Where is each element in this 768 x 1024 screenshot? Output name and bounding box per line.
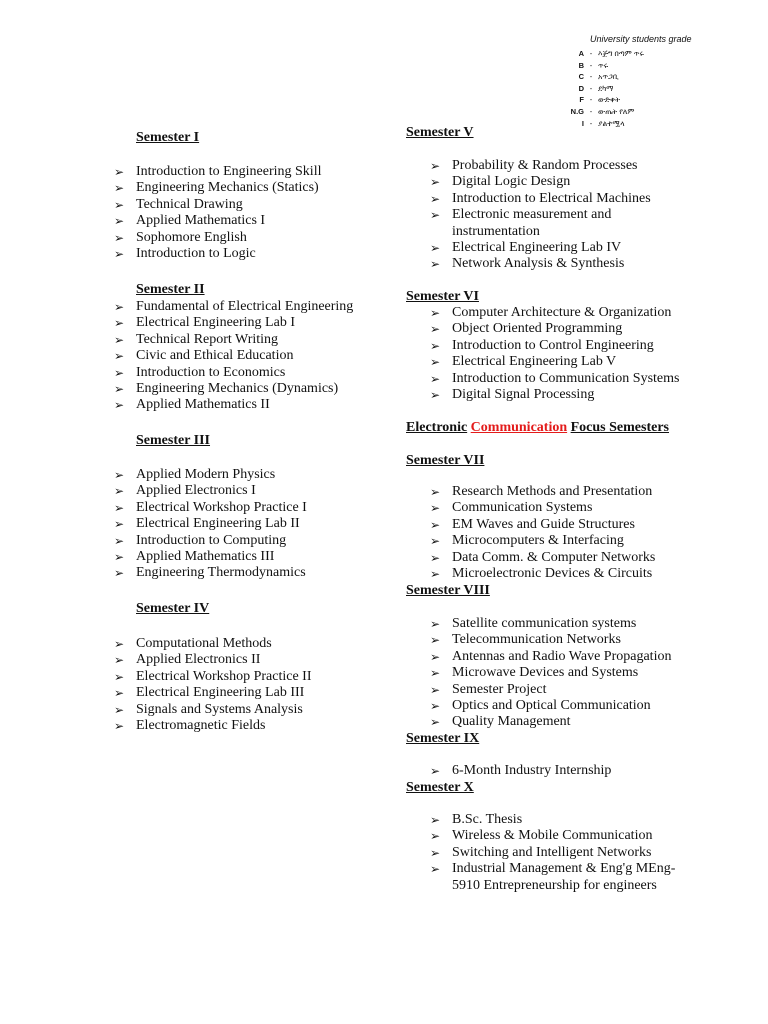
semester-heading: Semester IX <box>406 731 480 746</box>
list-item: ➢ Electronic measurement and instrumentation <box>430 207 612 239</box>
grade-meaning: ጥሩ <box>598 60 608 70</box>
grade-letter: I <box>581 118 584 128</box>
course-list <box>112 467 307 582</box>
list-item: ➢ Industrial Management & Eng'g MEng-5910 Entrepreneurship for engineers <box>430 861 676 893</box>
bullet-arrow-icon: ➢ <box>430 241 441 256</box>
bullet-arrow-icon: ➢ <box>430 501 441 516</box>
bullet-arrow-icon: ➢ <box>430 649 441 664</box>
bullet-arrow-icon: ➢ <box>430 322 441 337</box>
course-list <box>428 484 655 582</box>
list-item: ➢ Probability & Random Processes <box>430 158 638 173</box>
course-list <box>428 763 611 779</box>
grade-meaning: ውጤት የለም <box>598 106 635 116</box>
focus-heading-accent: Communication <box>470 420 568 435</box>
semester-heading: Semester X <box>406 780 474 795</box>
list-item: ➢ Sophomore English <box>114 229 247 245</box>
list-item: ➢ Electrical Engineering Lab V <box>430 354 617 370</box>
bullet-arrow-icon: ➢ <box>114 500 125 515</box>
bullet-arrow-icon: ➢ <box>430 306 441 320</box>
list-item: ➢ Signals and Systems Analysis <box>114 701 303 717</box>
bullet-arrow-icon: ➢ <box>430 699 441 714</box>
grade-row: F - ውድቀት <box>566 94 736 106</box>
list-item: ➢ Introduction to Logic <box>114 246 256 262</box>
semester-heading: Semester V <box>406 125 474 140</box>
list-item: ➢ Introduction to Computing <box>114 532 287 548</box>
focus-semesters-heading <box>406 420 669 436</box>
bullet-arrow-icon: ➢ <box>430 862 441 877</box>
bullet-arrow-icon: ➢ <box>430 666 441 681</box>
bullet-arrow-icon: ➢ <box>114 365 125 380</box>
course-list <box>428 616 671 731</box>
bullet-arrow-icon: ➢ <box>114 247 125 262</box>
list-item: ➢ Electrical Engineering Lab III <box>114 685 305 701</box>
list-item: ➢ Applied Mathematics II <box>114 397 270 413</box>
bullet-arrow-icon: ➢ <box>114 517 125 532</box>
list-item: ➢ Switching and Intelligent Networks <box>430 844 652 860</box>
grade-meaning: አጥጋቢ <box>598 72 619 82</box>
semester-heading: Semester IV <box>136 601 210 616</box>
bullet-arrow-icon: ➢ <box>430 159 441 173</box>
list-item: ➢ Applied Mathematics III <box>114 549 275 565</box>
bullet-arrow-icon: ➢ <box>114 398 125 413</box>
bullet-arrow-icon: ➢ <box>114 702 125 717</box>
bullet-arrow-icon: ➢ <box>114 719 125 734</box>
bullet-arrow-icon: ➢ <box>430 829 441 844</box>
list-item: ➢ Applied Electronics II <box>114 652 261 668</box>
list-item: ➢ Semester Project <box>430 681 547 697</box>
list-item: ➢ Civic and Ethical Education <box>114 348 294 364</box>
grade-letter: F <box>579 95 584 105</box>
list-item: ➢ Antennas and Radio Wave Propagation <box>430 648 672 664</box>
bullet-arrow-icon: ➢ <box>430 338 441 353</box>
bullet-arrow-icon: ➢ <box>430 534 441 549</box>
grade-row: B - ጥሩ <box>566 60 736 72</box>
grade-letter: D <box>578 83 584 93</box>
list-item: ➢ Applied Modern Physics <box>114 467 276 482</box>
list-item: ➢ Applied Electronics I <box>114 483 256 499</box>
list-item: ➢ Electromagnetic Fields <box>114 718 266 734</box>
grade-letter: N.G <box>570 106 584 116</box>
grade-row: A - እጅግ በጣም ጥሩ <box>566 48 736 60</box>
bullet-arrow-icon: ➢ <box>114 214 125 229</box>
course-list <box>112 636 312 734</box>
list-item: ➢ Digital Signal Processing <box>430 387 595 403</box>
semester-heading: Semester I <box>136 130 200 145</box>
grade-row: I - ያልተሟላ <box>566 118 736 130</box>
list-item: ➢ Research Methods and Presentation <box>430 484 653 499</box>
bullet-arrow-icon: ➢ <box>430 617 441 631</box>
bullet-arrow-icon: ➢ <box>430 388 441 403</box>
bullet-arrow-icon: ➢ <box>430 764 441 778</box>
bullet-arrow-icon: ➢ <box>114 637 125 651</box>
bullet-arrow-icon: ➢ <box>430 517 441 532</box>
list-item: ➢ Wireless & Mobile Communication <box>430 828 653 844</box>
list-item: ➢ Telecommunication Networks <box>430 632 621 648</box>
list-item: ➢ Satellite communication systems <box>430 616 637 631</box>
focus-heading-prefix: Electronic <box>406 420 468 435</box>
list-item: ➢ Introduction to Communication Systems <box>430 370 680 386</box>
list-item: ➢ Technical Report Writing <box>114 331 279 347</box>
grade-meaning: ያልተሟላ <box>598 118 625 128</box>
course-list <box>112 299 353 414</box>
grade-meaning: ውድቀት <box>598 95 621 105</box>
bullet-arrow-icon: ➢ <box>114 300 125 314</box>
list-item: ➢ Optics and Optical Communication <box>430 698 651 714</box>
bullet-arrow-icon: ➢ <box>114 566 125 581</box>
bullet-arrow-icon: ➢ <box>430 567 441 582</box>
list-item: ➢ Communication Systems <box>430 500 593 516</box>
grade-letter: B <box>578 60 584 70</box>
course-list <box>428 812 688 894</box>
course-list <box>428 158 688 273</box>
list-item: ➢ Data Comm. & Computer Networks <box>430 549 656 565</box>
bullet-arrow-icon: ➢ <box>114 550 125 565</box>
list-item: ➢ EM Waves and Guide Structures <box>430 516 635 532</box>
bullet-arrow-icon: ➢ <box>114 230 125 245</box>
list-item: ➢ Electrical Workshop Practice I <box>114 499 307 515</box>
bullet-arrow-icon: ➢ <box>430 257 441 272</box>
list-item: ➢ Engineering Mechanics (Statics) <box>114 180 319 196</box>
grade-row: D - ደካማ <box>566 83 736 95</box>
bullet-arrow-icon: ➢ <box>430 682 441 697</box>
bullet-arrow-icon: ➢ <box>430 485 441 499</box>
list-item: ➢ Introduction to Control Engineering <box>430 337 654 353</box>
list-item: ➢ Electrical Workshop Practice II <box>114 668 312 684</box>
bullet-arrow-icon: ➢ <box>430 845 441 860</box>
semester-heading: Semester VII <box>406 453 485 468</box>
list-item: ➢ Electrical Engineering Lab I <box>114 315 295 331</box>
bullet-arrow-icon: ➢ <box>114 382 125 397</box>
grade-row: N.G - ውጤት የለም <box>566 106 736 118</box>
bullet-arrow-icon: ➢ <box>114 181 125 196</box>
list-item: ➢ Technical Drawing <box>114 196 243 212</box>
focus-heading-suffix: Focus Semesters <box>570 420 669 435</box>
grade-row: C - አጥጋቢ <box>566 71 736 83</box>
bullet-arrow-icon: ➢ <box>430 813 441 827</box>
list-item: ➢ Computer Architecture & Organization <box>430 305 672 320</box>
list-item: ➢ B.Sc. Thesis <box>430 812 523 827</box>
bullet-arrow-icon: ➢ <box>114 686 125 701</box>
semester-heading: Semester III <box>136 433 211 448</box>
course-list <box>428 305 680 403</box>
grade-meaning: ደካማ <box>598 83 614 93</box>
semester-heading: Semester VIII <box>406 583 490 598</box>
bullet-arrow-icon: ➢ <box>430 355 441 370</box>
list-item: ➢ Applied Mathematics I <box>114 213 266 229</box>
bullet-arrow-icon: ➢ <box>114 533 125 548</box>
bullet-arrow-icon: ➢ <box>114 165 125 179</box>
list-item: ➢ Introduction to Economics <box>114 364 286 380</box>
list-item: ➢ Microwave Devices and Systems <box>430 665 639 681</box>
bullet-arrow-icon: ➢ <box>430 175 441 190</box>
list-item: ➢ Fundamental of Electrical Engineering <box>114 299 354 314</box>
list-item: ➢ Network Analysis & Synthesis <box>430 256 625 272</box>
list-item: ➢ Computational Methods <box>114 636 272 651</box>
bullet-arrow-icon: ➢ <box>114 197 125 212</box>
bullet-arrow-icon: ➢ <box>114 316 125 331</box>
bullet-arrow-icon: ➢ <box>114 468 125 482</box>
bullet-arrow-icon: ➢ <box>430 715 441 730</box>
grade-legend <box>566 34 736 129</box>
list-item: ➢ Electrical Engineering Lab II <box>114 516 300 532</box>
grade-letter: A <box>578 49 584 58</box>
list-item: ➢ Electrical Engineering Lab IV <box>430 240 622 256</box>
grade-legend-title: University students grade <box>590 34 692 44</box>
grade-letter: C <box>578 72 584 82</box>
semester-heading: Semester II <box>136 282 205 297</box>
bullet-arrow-icon: ➢ <box>114 484 125 499</box>
bullet-arrow-icon: ➢ <box>430 633 441 648</box>
list-item: ➢ Engineering Thermodynamics <box>114 565 306 581</box>
bullet-arrow-icon: ➢ <box>430 208 441 223</box>
list-item: ➢ Object Oriented Programming <box>430 321 623 337</box>
bullet-arrow-icon: ➢ <box>114 332 125 347</box>
bullet-arrow-icon: ➢ <box>114 349 125 364</box>
list-item: ➢ Engineering Mechanics (Dynamics) <box>114 381 339 397</box>
list-item: ➢ 6-Month Industry Internship <box>430 763 612 778</box>
list-item: ➢ Introduction to Electrical Machines <box>430 190 651 206</box>
list-item: ➢ Microcomputers & Interfacing <box>430 533 624 549</box>
list-item: ➢ Microelectronic Devices & Circuits <box>430 566 653 582</box>
bullet-arrow-icon: ➢ <box>430 371 441 386</box>
bullet-arrow-icon: ➢ <box>114 669 125 684</box>
bullet-arrow-icon: ➢ <box>114 653 125 668</box>
course-list <box>112 164 321 262</box>
bullet-arrow-icon: ➢ <box>430 550 441 565</box>
bullet-arrow-icon: ➢ <box>430 191 441 206</box>
grade-meaning: እጅግ በጣም ጥሩ <box>598 49 644 58</box>
list-item: ➢ Digital Logic Design <box>430 174 571 190</box>
list-item: ➢ Quality Management <box>430 714 571 730</box>
list-item: ➢ Introduction to Engineering Skill <box>114 164 322 179</box>
semester-heading: Semester VI <box>406 289 479 304</box>
